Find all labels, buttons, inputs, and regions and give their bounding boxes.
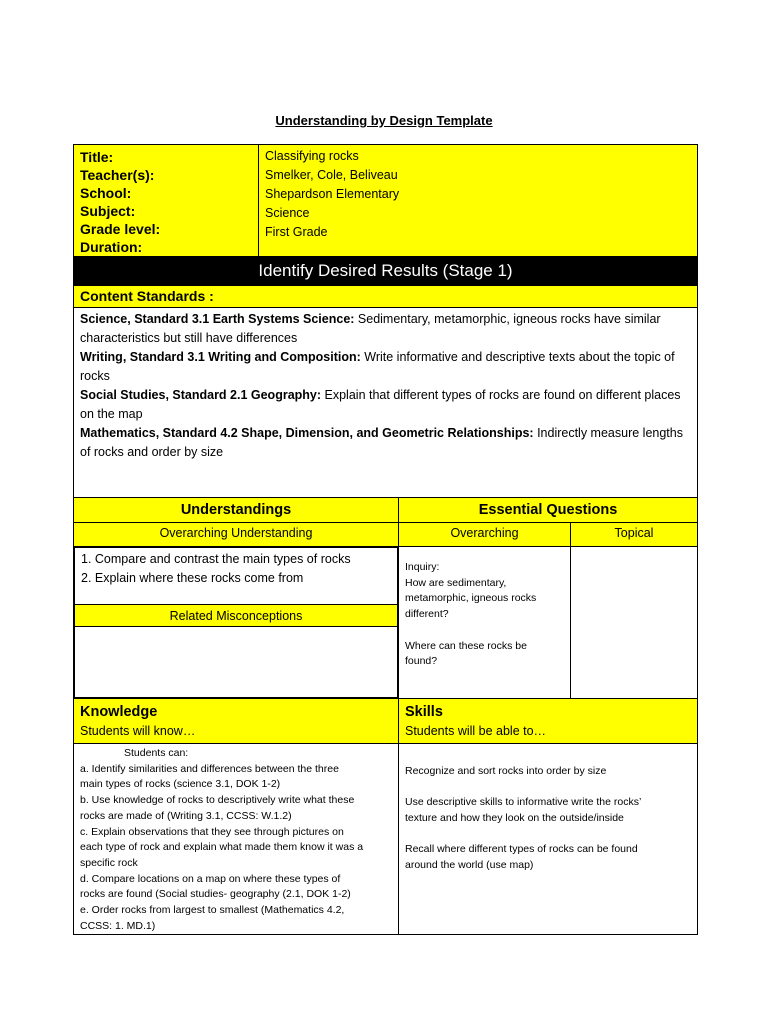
label-title: Title: (80, 149, 114, 165)
header-values-cell (259, 145, 698, 257)
content-standards-label: Content Standards : (74, 286, 698, 308)
knowledge-body (74, 744, 399, 935)
knowledge-line: rocks are made of (Writing 3.1, CCSS: W.1.2) (80, 809, 292, 822)
label-grade-level: Grade level: (80, 221, 161, 237)
value-teachers: Smelker, Cole, Beliveau (265, 168, 398, 182)
skills-line: around the world (use map) (405, 859, 534, 872)
knowledge-heading-cell (74, 699, 399, 744)
skills-line (405, 827, 697, 843)
understandings-inner (74, 547, 398, 698)
knowledge-line: main types of rocks (science 3.1, DOK 1-2) (80, 778, 281, 791)
skills-body (399, 744, 698, 935)
label-school: School: (80, 185, 132, 201)
eq-overarching-body (399, 547, 571, 699)
knowledge-intro: Students can: (124, 747, 189, 759)
knowledge-subheading: Students will know… (80, 724, 196, 738)
skills-line (405, 780, 697, 796)
understanding-item: 1. Compare and contrast the main types of rocks (81, 552, 351, 566)
knowledge-line: rocks are found (Social studies- geography (2.1, DOK 1-2) (80, 888, 351, 901)
understandings-body (74, 547, 399, 699)
understandings-list (75, 548, 398, 605)
value-title: Classifying rocks (265, 149, 359, 163)
knowledge-line: a. Identify similarities and differences between the three (80, 762, 339, 775)
skills-line: Use descriptive skills to informative write the rocks’ (405, 796, 642, 809)
skills-heading: Skills (405, 704, 443, 720)
knowledge-line: d. Compare locations on a map on where these types of (80, 872, 341, 885)
label-subject: Subject: (80, 203, 136, 219)
value-grade-level: First Grade (265, 225, 328, 239)
eq-topical-label: Topical (571, 523, 698, 547)
page-title: Understanding by Design Template (275, 113, 493, 128)
content-standards-text (74, 308, 698, 498)
essential-questions-heading: Essential Questions (399, 498, 698, 523)
eq-line (405, 623, 570, 639)
knowledge-line: b. Use knowledge of rocks to descriptively write what these (80, 794, 355, 807)
skills-line: Recall where different types of rocks can be found (405, 843, 638, 856)
knowledge-line: CCSS: 1. MD.1) (80, 919, 156, 932)
overarching-understanding-label: Overarching Understanding (74, 523, 399, 547)
value-subject: Science (265, 206, 310, 220)
skills-heading-cell (399, 699, 698, 744)
skills-subheading: Students will be able to… (405, 724, 547, 738)
eq-line: Inquiry: (405, 561, 440, 573)
knowledge-line: each type of rock and explain what made them know it was a (80, 841, 364, 854)
header-labels-cell (74, 145, 259, 257)
standard-mathematics: Mathematics, Standard 4.2 Shape, Dimension, and Geometric Relationships: Indirectly measure lengths of rocks and order by size (80, 426, 683, 459)
eq-line: different? (405, 608, 449, 621)
stage1-banner: Identify Desired Results (Stage 1) (74, 257, 698, 286)
value-school: Shepardson Elementary (265, 187, 400, 201)
standard-writing: Writing, Standard 3.1 Writing and Composition: Write informative and descriptive texts about the topic of rocks (80, 350, 675, 383)
knowledge-heading: Knowledge (80, 704, 158, 720)
skills-line: texture and how they look on the outside/inside (405, 812, 624, 825)
label-teachers: Teacher(s): (80, 167, 155, 183)
eq-line: metamorphic, igneous rocks (405, 592, 537, 605)
related-misconceptions-label: Related Misconceptions (75, 605, 398, 627)
knowledge-line: e. Order rocks from largest to smallest (Mathematics 4.2, (80, 904, 345, 917)
label-duration: Duration: (80, 239, 143, 255)
ubd-template-table (73, 144, 698, 935)
eq-overarching-label: Overarching (399, 523, 571, 547)
knowledge-line: c. Explain observations that they see through pictures on (80, 825, 344, 838)
misconceptions-body (75, 627, 398, 698)
eq-line: Where can these rocks be (405, 639, 527, 652)
skills-line: Recognize and sort rocks into order by size (405, 765, 607, 777)
understandings-heading: Understandings (74, 498, 399, 523)
eq-line: How are sedimentary, (405, 576, 507, 589)
standard-social-studies: Social Studies, Standard 2.1 Geography: Explain that different types of rocks are found on different places on the map (80, 388, 681, 421)
understanding-item: 2. Explain where these rocks come from (81, 571, 304, 585)
standard-science: Science, Standard 3.1 Earth Systems Science: Sedimentary, metamorphic, igneous rocks have similar characteristics but still have differences (80, 312, 661, 345)
eq-line: found? (405, 655, 438, 668)
knowledge-line: specific rock (80, 856, 138, 869)
eq-topical-body (571, 547, 698, 699)
